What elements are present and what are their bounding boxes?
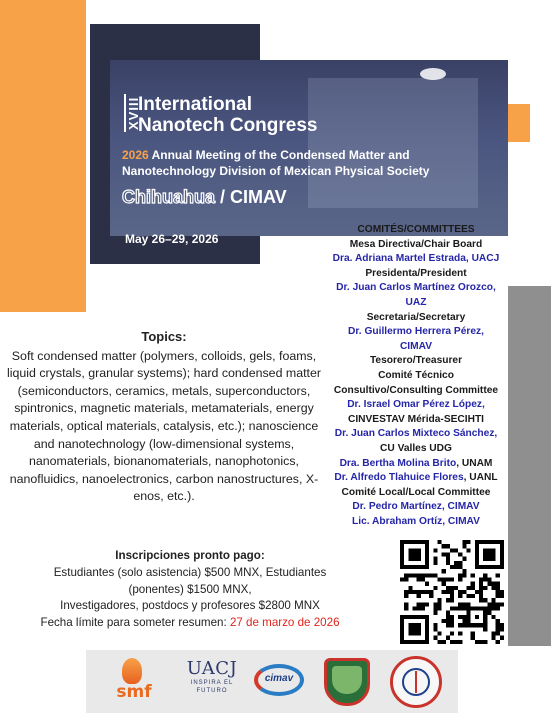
committee-line: Comité Local/Local Committee <box>341 486 491 498</box>
committee-line: CINVESTAV Mérida-SECIHTI <box>347 413 485 425</box>
committee-line: Secretaria/Secretary <box>366 311 466 323</box>
congress-banner <box>110 60 508 236</box>
congress-date: May 26–29, 2026 <box>125 232 219 246</box>
congress-title: International Nanotech Congress <box>138 94 318 136</box>
flame-icon <box>122 658 142 684</box>
venue-name: CIMAV <box>230 187 287 207</box>
grey-decor-block <box>508 286 551 646</box>
topics-body: Soft condensed matter (polymers, colloids, gels, foams, liquid crystals, granular systems); hard condensed matter (semiconductors, ceramics, metals, superconductors, spintronics, magnetic materials, metamaterials, energy materials, optical materials, catalysis, etc.); nanoscience and nanotechnology (low-dimensional systems, nanomaterials, bionanomaterials, nanophotonics, nanofluidics, nanoelectronics, carbon nanostructures, X-enos, etc.). <box>6 348 322 504</box>
subtitle-year: 2026 <box>122 148 149 162</box>
committee-line: UAZ <box>405 296 427 308</box>
committee-line: Dr. Israel Omar Pérez López, <box>347 399 485 411</box>
committee-line: Dr. Juan Carlos Mixteco Sánchez, <box>334 428 498 440</box>
committee-line: CU Valles UDG <box>380 442 452 454</box>
committee-line: Dr. Pedro Martínez, CIMAV <box>352 501 480 513</box>
deadline-date: 27 de marzo de 2026 <box>229 616 340 630</box>
qr-code-icon[interactable] <box>398 540 506 644</box>
committee-line: Dr. Juan Carlos Martínez Orozco, <box>336 282 496 294</box>
committee-line: Lic. Abraham Ortíz, CIMAV <box>352 515 480 527</box>
committee-line: Dra. Adriana Martel Estrada, UACJ <box>332 253 500 265</box>
smf-logo: smf <box>106 654 162 710</box>
abstract-deadline: Fecha límite para someter resumen: 27 de marzo de 2026 <box>40 616 340 630</box>
sponsor-logos <box>86 650 458 713</box>
committee-line: CIMAV <box>399 340 433 352</box>
fees-title: Inscripciones pronto pago: <box>115 549 265 562</box>
topics-title: Topics: <box>141 329 187 344</box>
cimav-logo: cimav <box>252 664 306 698</box>
congress-location: Chihuahua / CIMAV <box>122 187 287 207</box>
committee-line: Mesa Directiva/Chair Board <box>349 238 483 250</box>
committee-line: COMITÉS/COMMITTEES <box>357 224 475 235</box>
committee-line: Consultivo/Consulting Committee <box>333 384 499 396</box>
university-seal-logo <box>390 656 442 708</box>
congress-subtitle: 2026 Annual Meeting of the Condensed Matter and Nanotechnology Division of Mexican Physical Society <box>122 148 430 178</box>
committee-line: Presidenta/President <box>365 267 467 279</box>
committee-line: Tesorero/Treasurer <box>369 355 463 367</box>
building-logo-icon <box>420 68 446 80</box>
committee-line: Comité Técnico <box>378 369 454 381</box>
committee-line: Dra. Bertha Molina Brito, UNAM <box>339 457 493 469</box>
registration-fees: Inscripciones pronto pago: Estudiantes (solo asistencia) $500 MNX, Estudiantes (ponentes) $1500 MNX, Investigadores, postdocs y profesores $2800 MNX Fecha límite para someter resumen: 27 de marzo de 2026 <box>20 548 360 632</box>
edition-number: XVIII <box>124 94 142 132</box>
uacj-logo: UACJ INSPIRA EL FUTURO <box>186 658 238 694</box>
building-photo <box>308 78 478 208</box>
city-name: Chihuahua <box>122 187 215 207</box>
shield-logo <box>320 656 374 710</box>
orange-decor-block <box>0 0 86 312</box>
committee-line: Dr. Alfredo Tlahuice Flores, UANL <box>334 472 498 484</box>
committee-line: Dr. Guillermo Herrera Pérez, <box>348 326 484 338</box>
committees-list <box>322 223 510 529</box>
topics-section <box>6 328 322 506</box>
